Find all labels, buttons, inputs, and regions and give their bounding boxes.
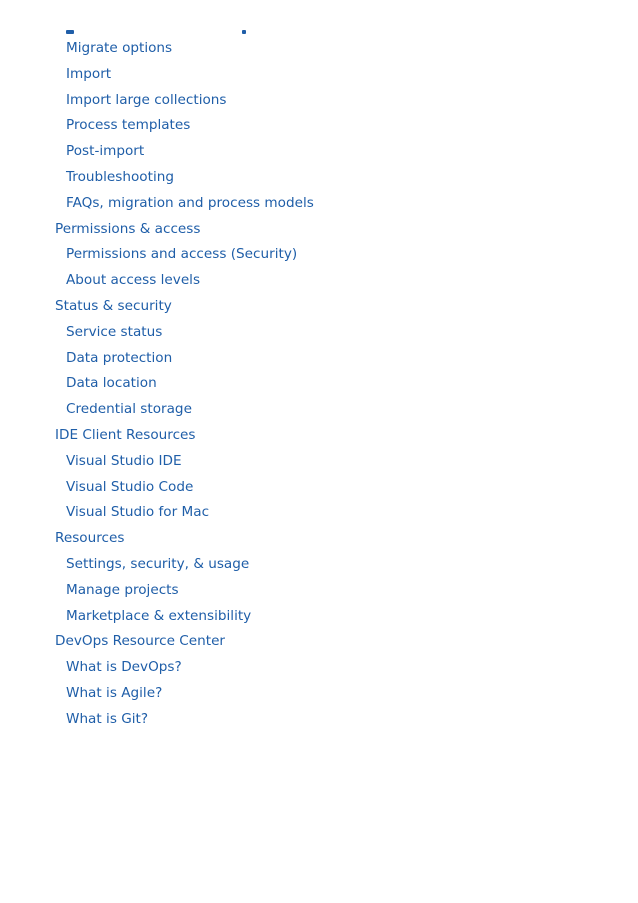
toc-link[interactable]: Settings, security, & usage: [66, 556, 250, 572]
toc-link[interactable]: Credential storage: [66, 401, 192, 417]
toc-link[interactable]: Import: [66, 66, 112, 82]
toc-link[interactable]: Data protection: [66, 350, 173, 366]
toc-link[interactable]: About access levels: [66, 272, 201, 288]
toc-link[interactable]: Troubleshooting: [66, 169, 174, 185]
toc-section-heading[interactable]: DevOps Resource Center: [55, 633, 226, 649]
toc-link[interactable]: Visual Studio Code: [66, 479, 194, 495]
toc-section-heading[interactable]: Resources: [55, 530, 125, 546]
toc-link[interactable]: Visual Studio for Mac: [66, 504, 210, 520]
toc-link[interactable]: Post-import: [66, 143, 145, 159]
toc-link[interactable]: Visual Studio IDE: [66, 453, 182, 469]
toc-link[interactable]: Import large collections: [66, 92, 227, 108]
toc-link[interactable]: Process templates: [66, 117, 191, 133]
toc-link[interactable]: Marketplace & extensibility: [66, 608, 252, 624]
toc-link[interactable]: Migrate options: [66, 40, 173, 56]
toc-link[interactable]: What is Git?: [66, 711, 149, 727]
toc-section-heading[interactable]: Permissions & access: [55, 221, 201, 237]
clipped-previous-link: [66, 18, 252, 34]
toc-link[interactable]: What is DevOps?: [66, 659, 182, 675]
toc-link[interactable]: FAQs, migration and process models: [66, 195, 314, 211]
toc-link[interactable]: Permissions and access (Security): [66, 246, 298, 262]
toc-section-heading[interactable]: IDE Client Resources: [55, 427, 196, 443]
toc-link[interactable]: Data location: [66, 375, 157, 391]
toc-link[interactable]: Manage projects: [66, 582, 179, 598]
toc-link[interactable]: Service status: [66, 324, 163, 340]
toc-link[interactable]: What is Agile?: [66, 685, 163, 701]
toc-section-heading[interactable]: Status & security: [55, 298, 172, 314]
